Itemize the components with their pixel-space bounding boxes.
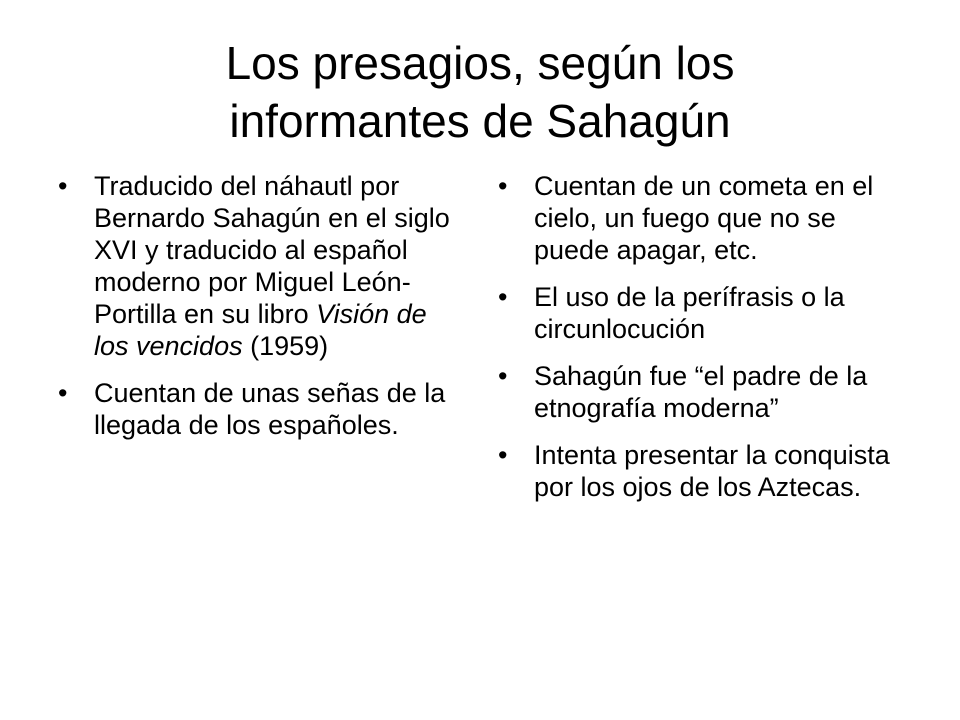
bullet-dot-icon: • (498, 361, 508, 391)
bullet-item-aztec-view (496, 439, 916, 503)
bullet-item-signs (56, 377, 466, 441)
bullet-text: Cuentan de un cometa en el cielo, un fuego que no se puede apagar, etc. (534, 171, 874, 265)
bullet-item-ethnography (496, 360, 916, 424)
bullet-dot-icon: • (58, 171, 68, 201)
bullet-item-translation (56, 170, 466, 362)
bullet-text: Cuentan de unas señas de la llegada de los españoles. (94, 378, 446, 440)
left-bullet-list (56, 170, 466, 456)
bullet-dot-icon: • (498, 282, 508, 312)
right-bullet-list (496, 170, 916, 518)
bullet-item-comet (496, 170, 916, 266)
bullet-text-year: (1959) (242, 331, 329, 361)
book-title: Visión de los vencidos (94, 299, 427, 361)
bullet-dot-icon: • (498, 171, 508, 201)
bullet-text: Sahagún fue “el padre de la etnografía moderna” (534, 361, 868, 423)
title-line-1: Los presagios, según los (225, 37, 735, 89)
bullet-text: Traducido del náhautl por Bernardo Sahagún en el siglo XVI y traducido al español moderno por Miguel León-Portilla en su libro (94, 171, 450, 329)
bullet-item-periphrasis (496, 281, 916, 345)
bullet-text: El uso de la perífrasis o la circunlocución (534, 282, 845, 344)
bullet-dot-icon: • (58, 378, 68, 408)
bullet-dot-icon: • (498, 440, 508, 470)
title-line-2: informantes de Sahagún (229, 95, 731, 147)
slide-title (48, 34, 912, 150)
bullet-text: Intenta presentar la conquista por los ojos de los Aztecas. (534, 440, 890, 502)
